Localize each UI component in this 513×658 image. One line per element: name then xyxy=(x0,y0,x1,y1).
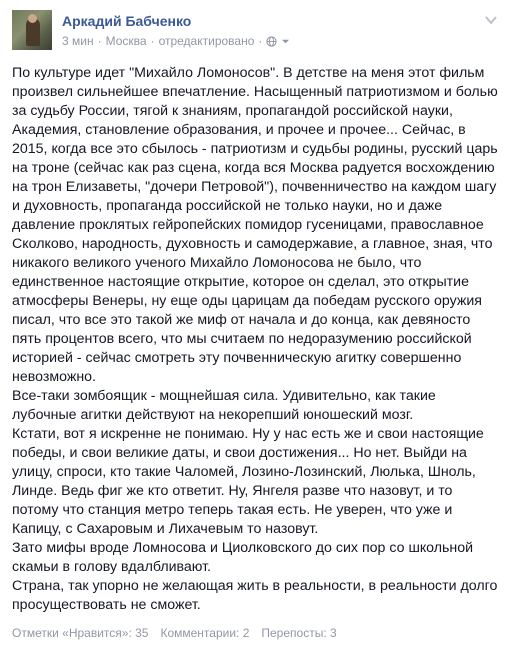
separator-dot: · xyxy=(258,34,263,48)
comments-count[interactable]: Комментарии: 2 xyxy=(160,626,250,640)
post-paragraph: Кстати, вот я искренне не понимаю. Ну у нас есть же и свои настоящие победы, и свои великие даты, и свои достижения... Но нет. Выйди на улицу, спроси, кто такие Чаломей, Лозино-Лозинский, Люлька, Шноль, Линде. Ведь фиг же кто ответит. Ну, Янгеля разве что назовут, и то потому что станция метро теперь такая есть. Не уверен, что уже и Капицу, с Сахаровым и Лихачевым то назовут. xyxy=(12,426,484,537)
globe-icon[interactable] xyxy=(266,34,277,48)
avatar-head xyxy=(28,14,37,23)
edited-label[interactable]: отредактировано xyxy=(158,34,255,48)
post-paragraph: Все-таки зомбоящик - мощнейшая сила. Удивительно, как такие лубочные агитки действуют на некорепший юношеский мозг. xyxy=(12,388,436,423)
separator-dot: · xyxy=(150,34,155,48)
avatar[interactable] xyxy=(12,10,52,50)
post-paragraph: По культуре идет "Михайло Ломоносов". В детстве на меня этот фильм произвел сильнейшее впечатление. Насыщенный патриотизмом и болью за судьбу России, тягой к знаниям, пропагандой российской науки, Академия, становление образования, и прочее и прочее... Сейчас, в 2015, когда все это сбылось - патриотизм и судьбы родины, русский царь на троне (сейчас как раз сцена, когда вся Москва радуется восхождению на трон Елизаветы, "дочери Петровой"), почвенничество на каждом шагу и духовность, пропаганда российской не только науки, но и даже давление проклятых гейропейских помидор гусеницами, православное Сколково, народность, духовность и самодержавие, а главное, зная, что никакого великого ученого Михайло Ломоносова не было, что единственное настоящие открытие, которое он сделал, это открытие атмосферы Венеры, ну еще оды царицам да победам русского оружия писал, что все это такой же миф от начала и до конца, как девяносто пять процентов всего, что мы считаем по недоразумению российской историей - сейчас смотреть эту почвенническую агитку совершенно невозможно. xyxy=(12,65,498,385)
likes-count[interactable]: Отметки «Нравится»: 35 xyxy=(12,626,149,640)
shares-count[interactable]: Перепосты: 3 xyxy=(261,626,337,640)
post-paragraph: Зато мифы вроде Ломносова и Циолковского до сих пор со школьной скамьи в голову вдалбливают. xyxy=(12,540,474,575)
post-footer xyxy=(12,626,337,640)
chevron-down-icon[interactable] xyxy=(281,34,290,48)
post-location[interactable]: Москва xyxy=(105,34,147,48)
post-paragraph: Страна, так упорно не желающая жить в реальности, в реальности долго просуществовать не сможет. xyxy=(12,578,498,613)
chevron-down-icon xyxy=(485,15,497,25)
post-options-button[interactable] xyxy=(481,12,501,28)
separator-dot: · xyxy=(97,34,102,48)
post-body xyxy=(12,64,502,615)
author-name[interactable]: Аркадий Бабченко xyxy=(62,13,192,29)
post-meta xyxy=(62,34,290,48)
post-time[interactable]: 3 мин xyxy=(62,34,94,48)
